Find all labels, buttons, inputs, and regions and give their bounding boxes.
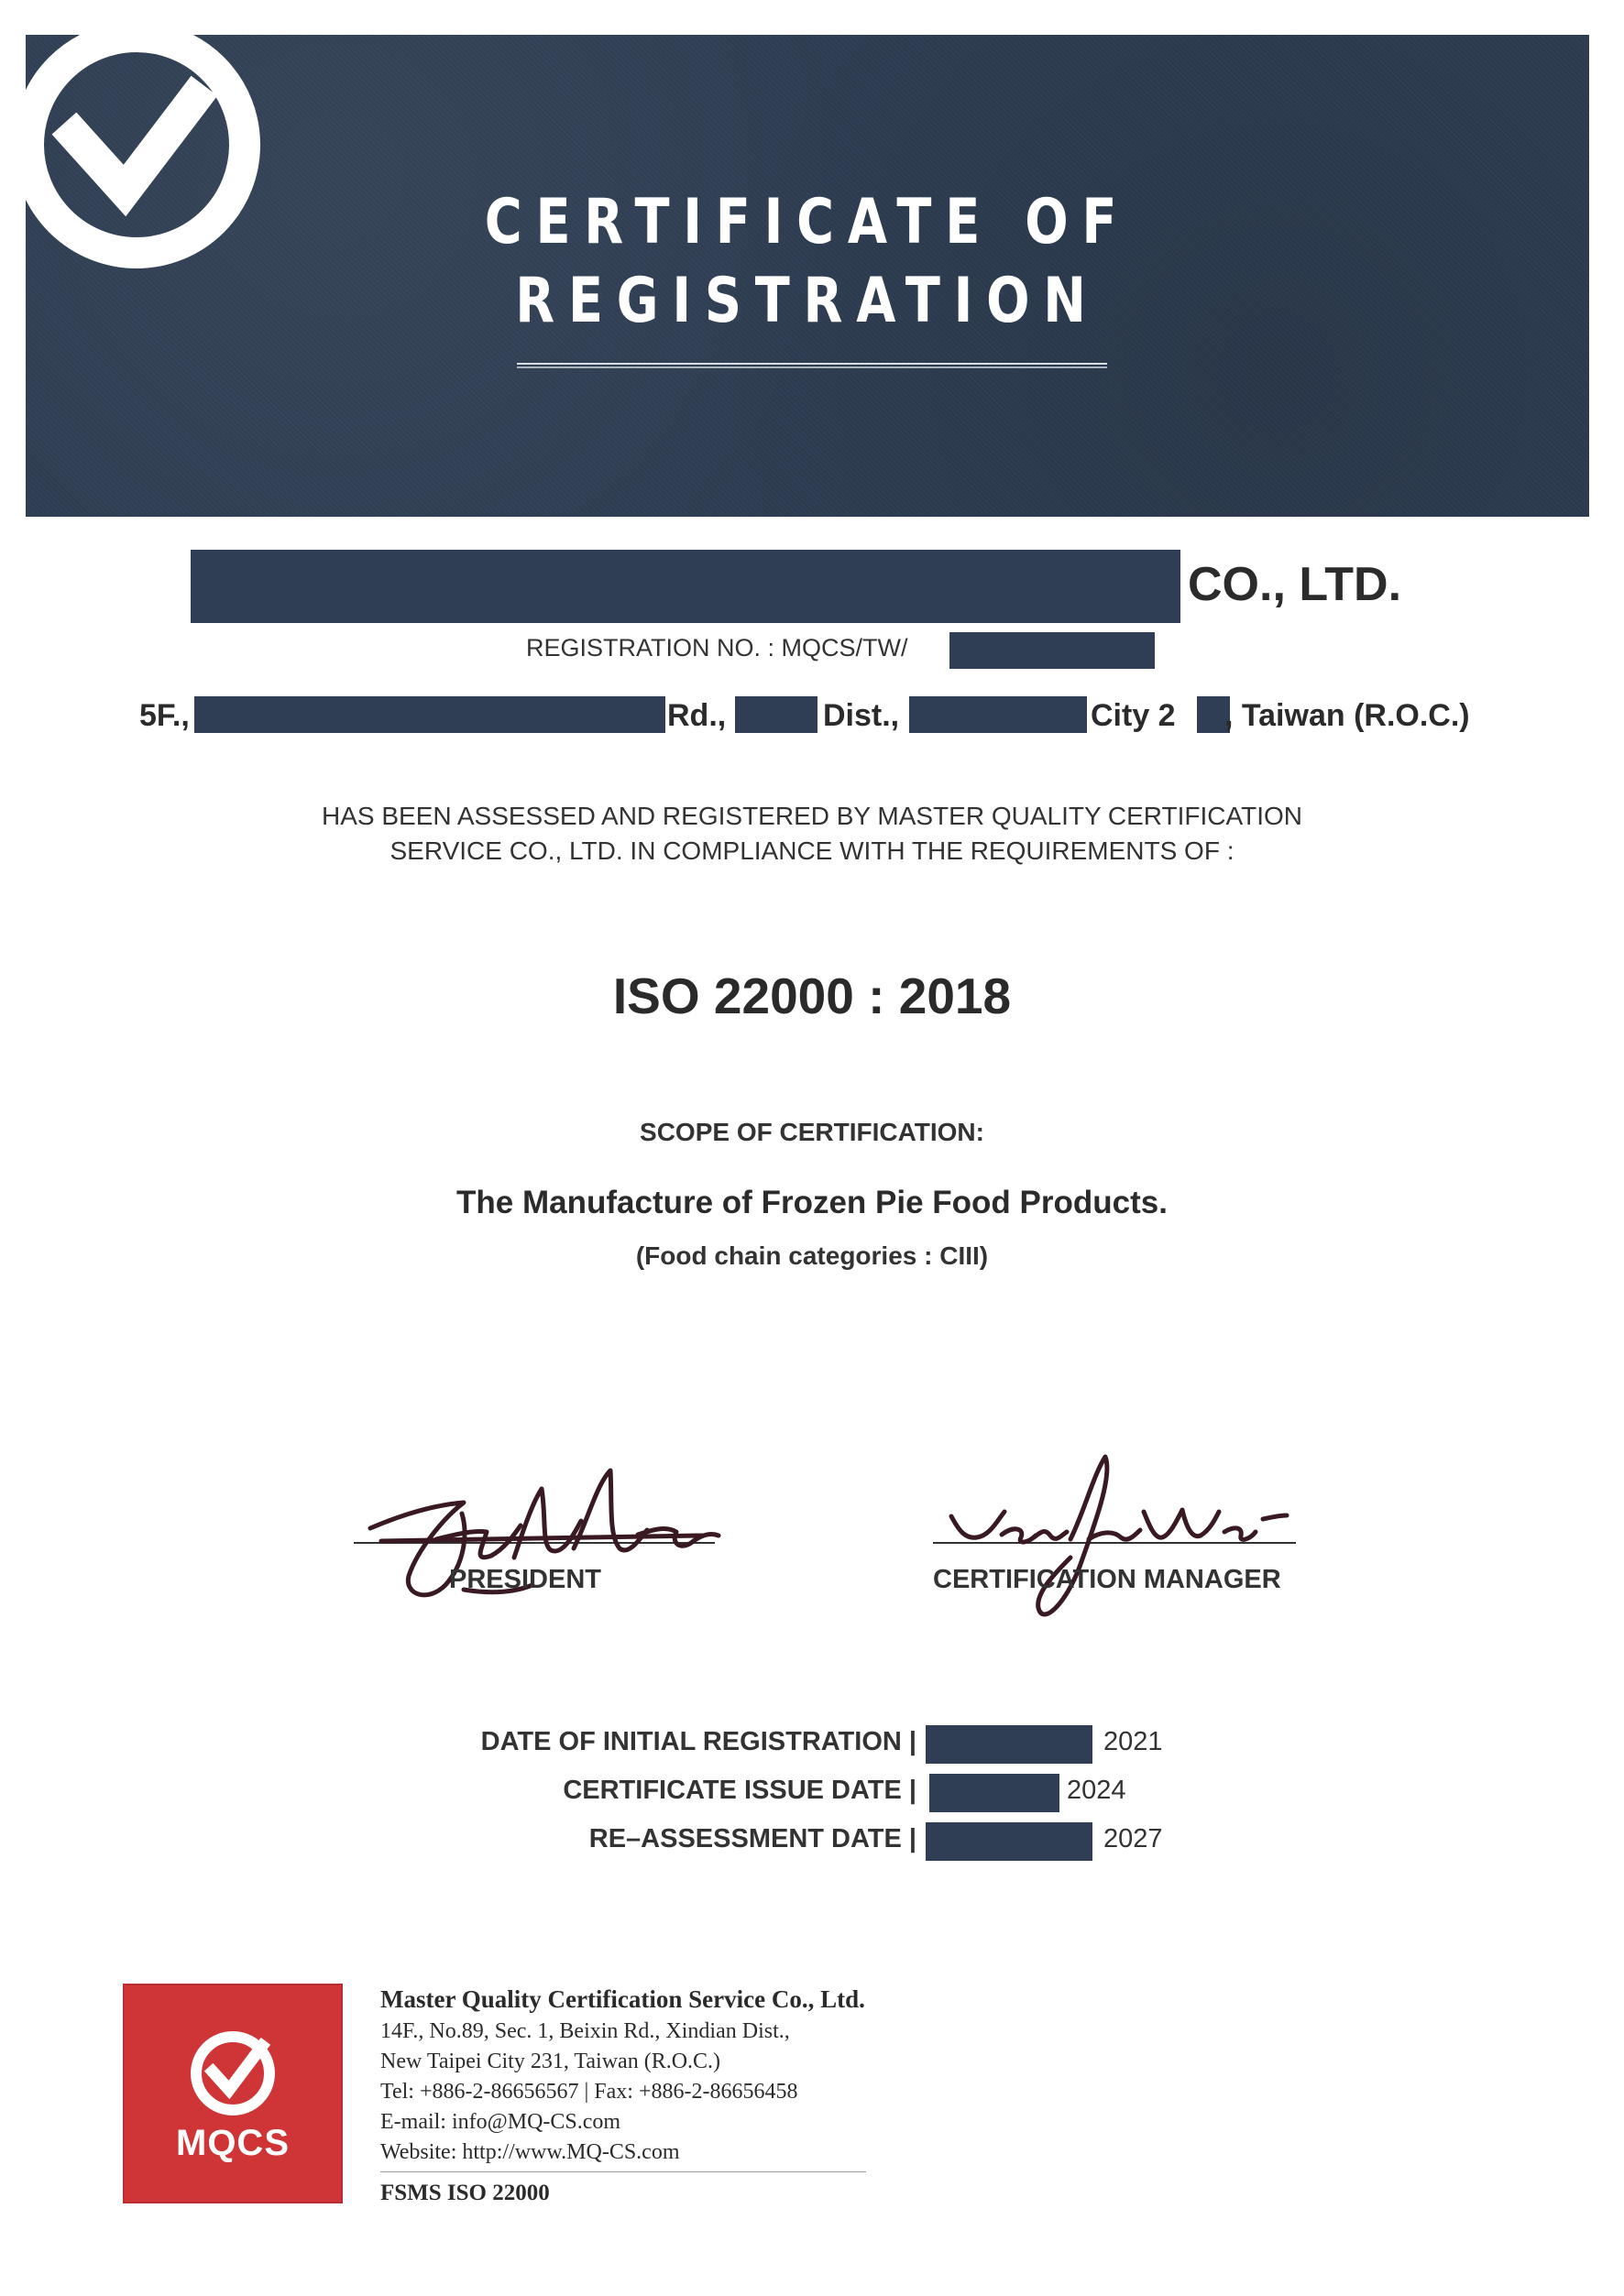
company-name-redaction — [191, 550, 1180, 623]
issuer-website: Website: http://www.MQ-CS.com — [380, 2140, 680, 2164]
registration-number-redaction — [949, 632, 1155, 669]
scope-label: SCOPE OF CERTIFICATION: — [640, 1118, 984, 1146]
statement-line-2: SERVICE CO., LTD. IN COMPLIANCE WITH THE REQUIREMENTS OF : — [390, 836, 1234, 865]
address-district: Dist., — [823, 698, 900, 733]
date-row-initial — [0, 1727, 1624, 1764]
iso-standard: ISO 22000 : 2018 — [612, 968, 1012, 1024]
statement-line-1: HAS BEEN ASSESSED AND REGISTERED BY MASTER QUALITY CERTIFICATION — [322, 802, 1302, 830]
checkmark-circle-icon — [125, 1985, 345, 2123]
title-underline — [517, 363, 1107, 368]
food-chain-category: (Food chain categories : CIII) — [635, 1241, 989, 1270]
title-line-2: REGISTRATION — [515, 265, 1100, 337]
date-row-reassessment — [0, 1824, 1624, 1861]
address-road: Rd., — [667, 698, 727, 733]
title-line-1: CERTIFICATE OF — [484, 186, 1131, 258]
issuer-address-line-2: New Taipei City 231, Taiwan (R.O.C.) — [380, 2050, 721, 2073]
certificate-title — [167, 183, 1449, 341]
issue-date-year: 2024 — [1067, 1776, 1126, 1805]
reassessment-date-label: RE–ASSESSMENT DATE | — [588, 1824, 916, 1853]
president-signature — [354, 1448, 739, 1631]
address-district-redaction — [909, 696, 1087, 733]
registration-number-label: REGISTRATION NO. : MQCS/TW/ — [526, 634, 908, 661]
header-band — [26, 35, 1589, 517]
manager-signature — [933, 1448, 1318, 1631]
mqcs-logo — [123, 1984, 343, 2203]
reassessment-date-year: 2027 — [1103, 1824, 1163, 1853]
issue-date-label: CERTIFICATE ISSUE DATE | — [563, 1776, 916, 1805]
address-road-redaction — [735, 696, 817, 733]
address-country: , Taiwan (R.O.C.) — [1224, 698, 1470, 733]
date-row-issue — [0, 1776, 1624, 1812]
address-prefix: 5F., — [139, 698, 190, 733]
initial-registration-label: DATE OF INITIAL REGISTRATION | — [480, 1727, 916, 1756]
issuer-divider — [380, 2171, 866, 2172]
compliance-statement — [0, 799, 1624, 869]
issuer-scheme: FSMS ISO 22000 — [380, 2181, 550, 2205]
date-redaction — [929, 1774, 1059, 1812]
initial-registration-year: 2021 — [1103, 1727, 1163, 1756]
date-redaction — [926, 1822, 1092, 1861]
address-city: City 2 — [1091, 698, 1176, 733]
manager-signature-block — [933, 1448, 1296, 1631]
company-suffix: CO., LTD. — [1188, 558, 1402, 611]
issuer-contact: Tel: +886-2-86656567 | Fax: +886-2-86656458 — [380, 2080, 798, 2104]
mqcs-logo-text: MQCS — [176, 2123, 290, 2163]
scope-text: The Manufacture of Frozen Pie Food Products. — [456, 1185, 1168, 1220]
issuer-info — [380, 1982, 866, 2209]
president-title: PRESIDENT — [449, 1565, 601, 1594]
president-signature-block — [354, 1448, 715, 1631]
date-redaction — [926, 1725, 1092, 1764]
manager-title: CERTIFICATION MANAGER — [933, 1565, 1281, 1594]
issuer-name: Master Quality Certification Service Co., Ltd. — [380, 1985, 865, 2013]
issuer-address-line-1: 14F., No.89, Sec. 1, Beixin Rd., Xindian Dist., — [380, 2019, 790, 2043]
address-street-redaction — [194, 696, 665, 733]
issuer-email: E-mail: info@MQ-CS.com — [380, 2110, 621, 2134]
